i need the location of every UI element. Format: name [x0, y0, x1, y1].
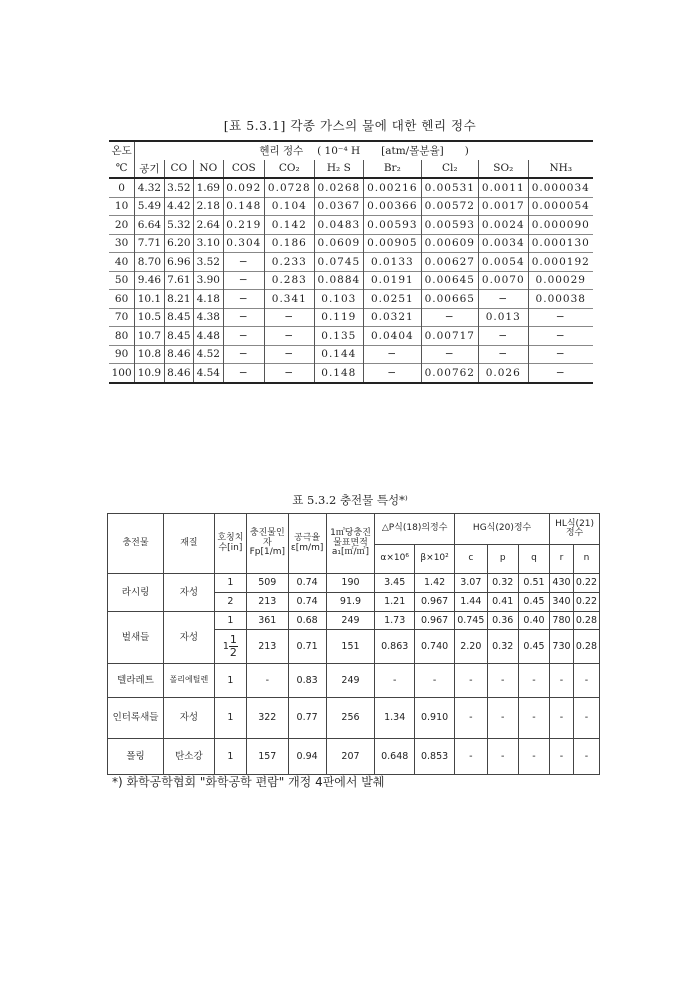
- table-cell: 0.94: [288, 739, 326, 775]
- table-cell: 256: [326, 698, 375, 739]
- temperature-cell: 100: [109, 364, 135, 383]
- fraction: [229, 634, 238, 659]
- table-row: [108, 574, 600, 593]
- table-cell: 0.092: [223, 178, 265, 197]
- table-cell: 3.52: [194, 253, 223, 272]
- table-cell: 0.00762: [421, 364, 478, 383]
- table-cell: −: [265, 327, 315, 346]
- table-cell: 3.45: [375, 574, 415, 593]
- table-cell: -: [487, 698, 518, 739]
- table-cell: 0.026: [479, 364, 529, 383]
- table-cell: −: [223, 253, 265, 272]
- table-cell: 0.28: [573, 630, 599, 664]
- table-cell: -: [487, 739, 518, 775]
- header-alpha: α×10⁶: [375, 545, 415, 574]
- table-cell: 0.00572: [421, 197, 478, 216]
- column-header: CO: [164, 160, 193, 179]
- table-cell: 0.40: [518, 612, 549, 630]
- table-cell: 0.00531: [421, 178, 478, 197]
- packing-name: 인터록새들: [108, 698, 164, 739]
- table-cell: 151: [326, 630, 375, 664]
- column-header: NH₃: [528, 160, 593, 179]
- table-cell: 5.32: [164, 216, 193, 235]
- table-cell: 0.648: [375, 739, 415, 775]
- table-cell: 0.00905: [364, 234, 421, 253]
- header-beta: β×10²: [415, 545, 455, 574]
- table-cell: 0.967: [415, 612, 455, 630]
- table-cell: 0.77: [288, 698, 326, 739]
- table2-title: 표 5.3.2 충전물 특성*⁾: [292, 493, 408, 507]
- packing-material: 자성: [164, 698, 215, 739]
- table-cell: 6.96: [164, 253, 193, 272]
- table-cell: 0.0011: [479, 178, 529, 197]
- table-cell: 340: [550, 593, 574, 612]
- table-cell: -: [550, 664, 574, 698]
- temperature-cell: 40: [109, 253, 135, 272]
- table-cell: 0.013: [479, 308, 529, 327]
- table-cell: 2.64: [194, 216, 223, 235]
- table-cell: −: [223, 308, 265, 327]
- table-cell: 0.41: [487, 593, 518, 612]
- table-cell: -: [518, 698, 549, 739]
- table-cell: 0.0251: [364, 290, 421, 309]
- header-packing: 충전물: [108, 514, 164, 574]
- header-pressure-drop: △P식(18)의정수: [375, 514, 455, 545]
- table-cell: 2: [214, 593, 246, 612]
- table-cell: −: [265, 364, 315, 383]
- table-cell: 0.45: [518, 630, 549, 664]
- table-row: [108, 739, 600, 775]
- table-cell: 157: [247, 739, 288, 775]
- column-header: CO₂: [265, 160, 315, 179]
- temperature-cell: 30: [109, 234, 135, 253]
- table-cell: 0.51: [518, 574, 549, 593]
- table-row: [109, 216, 593, 235]
- table-cell: −: [528, 345, 593, 364]
- table-cell: 0.74: [288, 574, 326, 593]
- temperature-cell: 50: [109, 271, 135, 290]
- table-cell: 1: [214, 612, 246, 630]
- table-cell: 0.00627: [421, 253, 478, 272]
- table-cell: 0.0191: [364, 271, 421, 290]
- table-cell: 0.000090: [528, 216, 593, 235]
- table-cell: 0.0034: [479, 234, 529, 253]
- table-cell: 0.0728: [265, 178, 315, 197]
- table-row: [108, 664, 600, 698]
- table-cell: 0.32: [487, 630, 518, 664]
- header-hl: HL식(21)정수: [550, 514, 600, 545]
- table-cell: 0.000054: [528, 197, 593, 216]
- table-cell: -: [550, 698, 574, 739]
- table-cell: -: [247, 664, 288, 698]
- table-row: [109, 253, 593, 272]
- table-cell: 0.148: [314, 364, 364, 383]
- table-cell: 0.000192: [528, 253, 593, 272]
- table-cell: 0.28: [573, 612, 599, 630]
- table-cell: -: [415, 664, 455, 698]
- table-cell: 4.38: [194, 308, 223, 327]
- table-cell: −: [223, 345, 265, 364]
- temperature-cell: 80: [109, 327, 135, 346]
- table-cell: 0.142: [265, 216, 315, 235]
- temperature-cell: 90: [109, 345, 135, 364]
- packing-name: 벌새들: [108, 612, 164, 664]
- table-cell: 4.48: [194, 327, 223, 346]
- table-cell: 2.18: [194, 197, 223, 216]
- table-cell: 0.45: [518, 593, 549, 612]
- table-cell: 0.148: [223, 197, 265, 216]
- table-cell: 190: [326, 574, 375, 593]
- table-cell: 0.863: [375, 630, 415, 664]
- table-row: [109, 364, 593, 383]
- table-cell: 0.71: [288, 630, 326, 664]
- table-cell: 8.46: [164, 364, 193, 383]
- header-hg: HG식(20)정수: [455, 514, 550, 545]
- table-cell: 0.0070: [479, 271, 529, 290]
- table-cell: 0.0367: [314, 197, 364, 216]
- temperature-cell: 60: [109, 290, 135, 309]
- table-cell: 0.00593: [364, 216, 421, 235]
- table-cell: 6.64: [135, 216, 164, 235]
- table-cell: -: [455, 698, 488, 739]
- table-cell: 1.42: [415, 574, 455, 593]
- table-cell: −: [265, 308, 315, 327]
- table-row: [109, 345, 593, 364]
- table-cell: 0.853: [415, 739, 455, 775]
- table-row: [109, 178, 593, 197]
- table-cell: 10.8: [135, 345, 164, 364]
- table-cell: 0.0609: [314, 234, 364, 253]
- table-cell: 10.7: [135, 327, 164, 346]
- table-cell: 0.219: [223, 216, 265, 235]
- column-header: COS: [223, 160, 265, 179]
- header-temp: 온도: [109, 141, 135, 160]
- header-henry-constant: 헨리 정수 ( 10⁻⁴ H [atm/몰분율] ): [135, 141, 593, 160]
- table-cell: 730: [550, 630, 574, 664]
- table-row: [109, 290, 593, 309]
- table-cell: 1.73: [375, 612, 415, 630]
- header-n: n: [573, 545, 599, 574]
- table-cell: 3.10: [194, 234, 223, 253]
- table-cell: 4.54: [194, 364, 223, 383]
- table-cell: 10.5: [135, 308, 164, 327]
- table-cell: 0.00038: [528, 290, 593, 309]
- table-cell: −: [528, 308, 593, 327]
- table-cell: 91.9: [326, 593, 375, 612]
- table-cell: 0.967: [415, 593, 455, 612]
- table-cell: 0.0017: [479, 197, 529, 216]
- packing-name: 라시링: [108, 574, 164, 612]
- henry-constant-table: [109, 140, 593, 384]
- table-cell: 4.18: [194, 290, 223, 309]
- table-cell: −: [364, 345, 421, 364]
- packing-material: 폴리에틸렌: [164, 664, 215, 698]
- table-cell: 0.000130: [528, 234, 593, 253]
- table-row: [109, 327, 593, 346]
- table-cell: 0.00645: [421, 271, 478, 290]
- temperature-cell: 10: [109, 197, 135, 216]
- table-cell: 207: [326, 739, 375, 775]
- table-cell: 0.745: [455, 612, 488, 630]
- table-cell: 9.46: [135, 271, 164, 290]
- table-cell: 0.119: [314, 308, 364, 327]
- table-cell: 0.0483: [314, 216, 364, 235]
- table-cell: 361: [247, 612, 288, 630]
- table-cell: 0.00609: [421, 234, 478, 253]
- table-row: [109, 234, 593, 253]
- table-cell: 0.910: [415, 698, 455, 739]
- table-cell: −: [223, 364, 265, 383]
- table-cell: 0.32: [487, 574, 518, 593]
- table-cell: 249: [326, 612, 375, 630]
- table-cell: −: [421, 308, 478, 327]
- table-row: [109, 308, 593, 327]
- table-cell: −: [528, 364, 593, 383]
- packing-material: 탄소강: [164, 739, 215, 775]
- table-cell: 213: [247, 630, 288, 664]
- header-p: p: [487, 545, 518, 574]
- table-cell: -: [455, 664, 488, 698]
- table-cell: 0.00665: [421, 290, 478, 309]
- table-cell: 0.144: [314, 345, 364, 364]
- header-material: 재질: [164, 514, 215, 574]
- temperature-cell: 70: [109, 308, 135, 327]
- header-packing-factor: 충진물인자Fp[1/m]: [247, 514, 288, 574]
- table-cell: 0.36: [487, 612, 518, 630]
- table-cell: 0.740: [415, 630, 455, 664]
- table-cell: 5.49: [135, 197, 164, 216]
- table-cell: −: [223, 327, 265, 346]
- table-cell: -: [573, 739, 599, 775]
- column-header: NO: [194, 160, 223, 179]
- packing-material: 자성: [164, 574, 215, 612]
- table-cell: 1.34: [375, 698, 415, 739]
- table-cell: 6.20: [164, 234, 193, 253]
- table-cell: 0.00029: [528, 271, 593, 290]
- table-cell: 3.52: [164, 178, 193, 197]
- header-r: r: [550, 545, 574, 574]
- table-cell: 0.0054: [479, 253, 529, 272]
- table-cell: 4.32: [135, 178, 164, 197]
- table-cell: 1.69: [194, 178, 223, 197]
- table-cell: 0.233: [265, 253, 315, 272]
- table-cell: 0.0024: [479, 216, 529, 235]
- table-cell: 1: [214, 698, 246, 739]
- table-cell: 1: [214, 664, 246, 698]
- table-cell: 0.0404: [364, 327, 421, 346]
- table-cell: 0.00717: [421, 327, 478, 346]
- header-void: 공극율ε[m/m]: [288, 514, 326, 574]
- table-cell: −: [364, 364, 421, 383]
- table-cell: 0.00216: [364, 178, 421, 197]
- table-cell: 1.44: [455, 593, 488, 612]
- table-cell: 10.9: [135, 364, 164, 383]
- table-cell: -: [518, 739, 549, 775]
- table-cell: 4.52: [194, 345, 223, 364]
- fraction-denominator: 2: [229, 646, 237, 659]
- table-row: [109, 197, 593, 216]
- table-cell: -: [518, 664, 549, 698]
- footnote: *) 화학공학협회 "화학공학 편람" 개정 4판에서 발췌: [112, 775, 385, 789]
- header-temp-unit: ℃: [109, 160, 135, 179]
- table-cell: 8.45: [164, 308, 193, 327]
- table-cell: 3.07: [455, 574, 488, 593]
- table-cell: 8.21: [164, 290, 193, 309]
- table-cell: -: [487, 664, 518, 698]
- table-cell: 8.46: [164, 345, 193, 364]
- table-cell: 0.0884: [314, 271, 364, 290]
- table-cell: 0.304: [223, 234, 265, 253]
- table-cell: 1: [214, 739, 246, 775]
- table-cell: 2.20: [455, 630, 488, 664]
- fraction-numerator: 1: [229, 632, 237, 646]
- table-cell: 10.1: [135, 290, 164, 309]
- table-cell: -: [375, 664, 415, 698]
- table-cell: 0.83: [288, 664, 326, 698]
- table-cell: 213: [247, 593, 288, 612]
- table-cell: 0.0133: [364, 253, 421, 272]
- table-cell: -: [455, 739, 488, 775]
- header-c: c: [455, 545, 488, 574]
- temperature-cell: 20: [109, 216, 135, 235]
- table-cell: 4.42: [164, 197, 193, 216]
- table-cell: 8.45: [164, 327, 193, 346]
- table-cell: 1.21: [375, 593, 415, 612]
- table-row: [108, 612, 600, 630]
- size-mixed-fraction: [214, 630, 246, 664]
- table-row: [109, 271, 593, 290]
- table-cell: 0.0268: [314, 178, 364, 197]
- table-cell: 0.103: [314, 290, 364, 309]
- table-cell: 0.00593: [421, 216, 478, 235]
- table-cell: 249: [326, 664, 375, 698]
- table-cell: −: [528, 327, 593, 346]
- table-cell: 0.0321: [364, 308, 421, 327]
- header-surface-area: 1㎥당충진물표면적a₁[㎡/㎥]: [326, 514, 375, 574]
- column-header: H₂ S: [314, 160, 364, 179]
- table-cell: 0.00366: [364, 197, 421, 216]
- packing-name: 폴링: [108, 739, 164, 775]
- table-row: [108, 698, 600, 739]
- temperature-cell: 0: [109, 178, 135, 197]
- column-header: Cl₂: [421, 160, 478, 179]
- packing-characteristics-table: [107, 513, 600, 775]
- table-cell: −: [479, 345, 529, 364]
- table-cell: −: [223, 290, 265, 309]
- table-cell: −: [479, 290, 529, 309]
- packing-name: 텔라레트: [108, 664, 164, 698]
- table-cell: 0.186: [265, 234, 315, 253]
- table-cell: 0.22: [573, 574, 599, 593]
- table-cell: 0.74: [288, 593, 326, 612]
- table-cell: 8.70: [135, 253, 164, 272]
- table-cell: 0.283: [265, 271, 315, 290]
- table-cell: −: [223, 271, 265, 290]
- table-cell: 0.000034: [528, 178, 593, 197]
- table-cell: 0.135: [314, 327, 364, 346]
- header-size: 호칭치수[in]: [214, 514, 246, 574]
- table1-title: [표 5.3.1] 각종 가스의 물에 대한 헨리 정수: [223, 118, 477, 133]
- table-cell: −: [479, 327, 529, 346]
- column-header: SO₂: [479, 160, 529, 179]
- table-cell: 1: [214, 574, 246, 593]
- table-cell: −: [265, 345, 315, 364]
- column-header: 공기: [135, 160, 164, 179]
- table-cell: 780: [550, 612, 574, 630]
- table-cell: −: [421, 345, 478, 364]
- table-cell: 7.71: [135, 234, 164, 253]
- header-q: q: [518, 545, 549, 574]
- table-cell: 0.22: [573, 593, 599, 612]
- packing-material: 자성: [164, 612, 215, 664]
- table-cell: 0.68: [288, 612, 326, 630]
- table-cell: 322: [247, 698, 288, 739]
- table-cell: -: [573, 698, 599, 739]
- table-cell: 0.341: [265, 290, 315, 309]
- table-cell: 3.90: [194, 271, 223, 290]
- fraction-whole: 1: [222, 641, 229, 652]
- table-cell: -: [550, 739, 574, 775]
- table-cell: 430: [550, 574, 574, 593]
- table-cell: 0.0745: [314, 253, 364, 272]
- table-cell: 509: [247, 574, 288, 593]
- column-header: Br₂: [364, 160, 421, 179]
- table-cell: 7.61: [164, 271, 193, 290]
- table-cell: 0.104: [265, 197, 315, 216]
- table-cell: -: [573, 664, 599, 698]
